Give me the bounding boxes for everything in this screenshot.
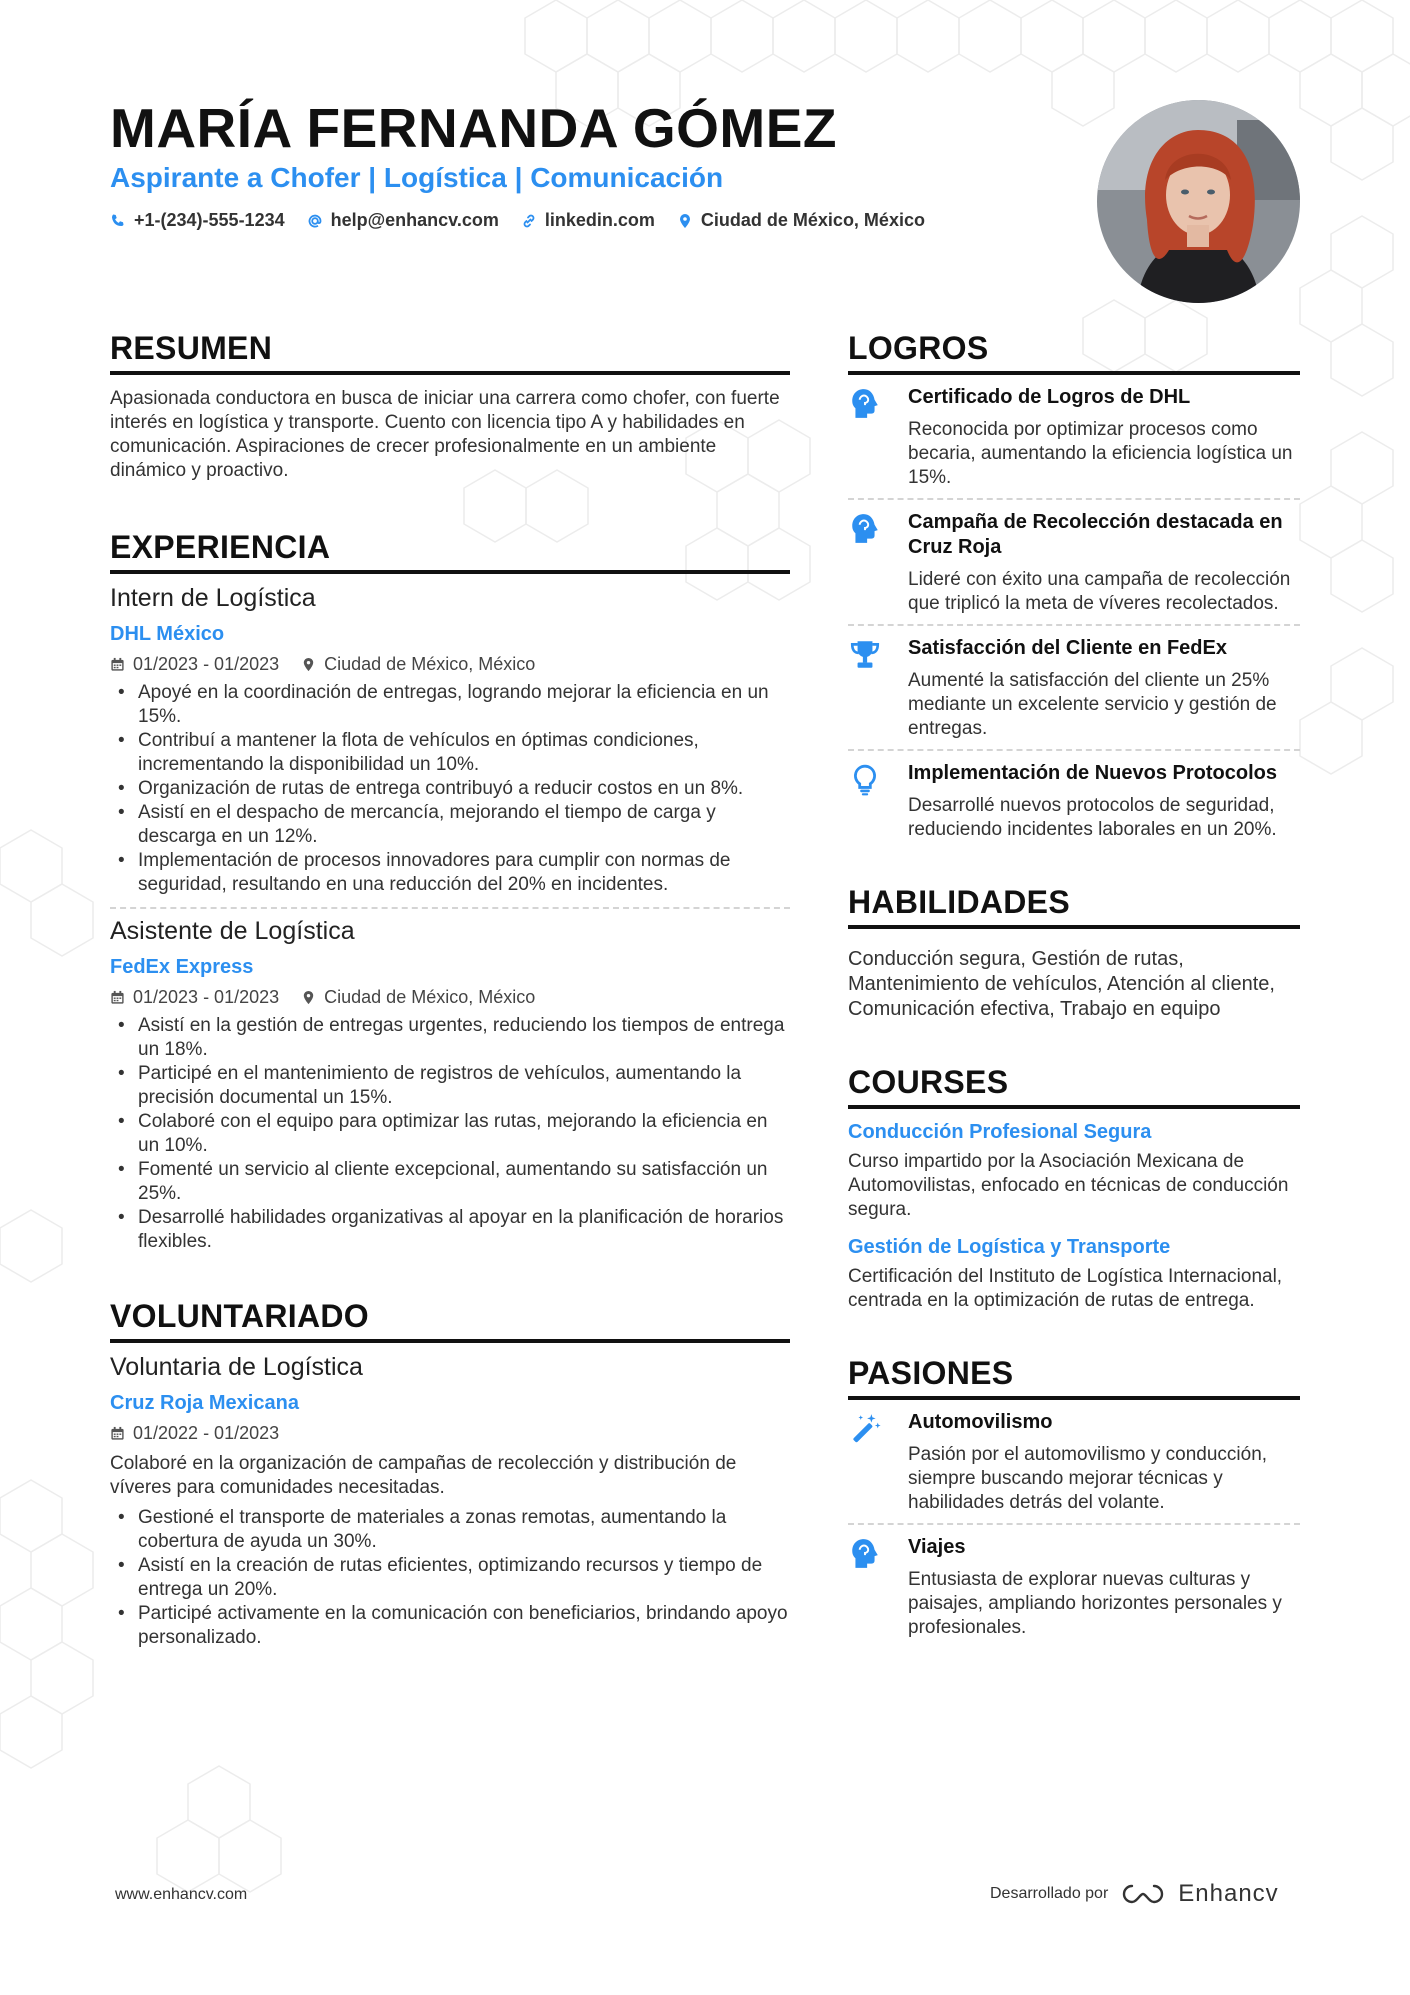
achievement-desc: Aumenté la satisfacción del cliente un 25% mediante un excelente servicio y gestión de entregas. <box>908 670 1277 739</box>
achievement-title: Satisfacción del Cliente en FedEx <box>908 637 1227 659</box>
phone-icon <box>110 213 126 229</box>
contact-location <box>677 210 925 231</box>
linkedin-text: linkedin.com <box>544 210 655 230</box>
job-entry <box>110 917 790 1254</box>
courses-heading: COURSES <box>848 1064 1300 1109</box>
volunteer-org[interactable]: Cruz Roja Mexicana <box>110 1392 299 1414</box>
job-dates <box>110 654 279 675</box>
course-title[interactable]: Conducción Profesional Segura <box>848 1121 1152 1143</box>
job-title: Intern de Logística <box>110 584 316 612</box>
job-location <box>301 654 535 675</box>
passions-section <box>848 1355 1300 1648</box>
achievement-desc: Reconocida por optimizar procesos como becaria, aumentando la eficiencia logística un 15%. <box>908 419 1293 488</box>
course-item <box>848 1121 1300 1222</box>
volunteer-meta <box>110 1423 790 1444</box>
achievement-icon-wrap <box>848 761 894 842</box>
magic-wand-icon <box>848 1412 882 1446</box>
course-title[interactable]: Gestión de Logística y Transporte <box>848 1236 1171 1258</box>
job-dates-text: 01/2023 - 01/2023 <box>133 654 280 674</box>
job-title: Asistente de Logística <box>110 917 355 945</box>
list-item: • Organización de rutas de entrega contribuyó a reducir costos en un 8%. <box>110 777 790 801</box>
list-item: • Participé activamente en la comunicación con beneficiarios, brindando apoyo personalizado. <box>110 1602 790 1650</box>
skills-heading: HABILIDADES <box>848 884 1300 929</box>
divider <box>110 907 790 909</box>
achievement-icon-wrap <box>848 636 894 741</box>
achievement-item <box>848 626 1300 749</box>
achievement-icon-wrap <box>848 510 894 616</box>
contact-email[interactable] <box>307 210 499 231</box>
experience-heading: EXPERIENCIA <box>110 529 790 574</box>
list-item: • Desarrollé habilidades organizativas al apoyar en la planificación de horarios flexibles. <box>110 1206 790 1254</box>
job-meta <box>110 654 790 675</box>
candidate-name: MARÍA FERNANDA GÓMEZ <box>110 97 837 159</box>
volunteer-role: Voluntaria de Logística <box>110 1353 363 1381</box>
powered-by-text: Desarrollado por <box>990 1885 1109 1902</box>
passion-icon-wrap <box>848 1410 894 1515</box>
calendar-icon <box>110 1426 125 1441</box>
achievements-section <box>848 330 1300 850</box>
passion-desc: Pasión por el automovilismo y conducción, siempre buscando mejorar técnicas y habilidades detrás del volante. <box>908 1444 1268 1513</box>
lightbulb-icon <box>848 763 882 797</box>
phone-text: +1-(234)-555-1234 <box>134 210 285 230</box>
course-item <box>848 1236 1300 1313</box>
achievement-title: Implementación de Nuevos Protocolos <box>908 762 1277 784</box>
contact-linkedin[interactable] <box>521 210 655 231</box>
list-item: • Colaboré con el equipo para optimizar las rutas, mejorando la eficiencia en un 10%. <box>110 1110 790 1158</box>
email-text: help@enhancv.com <box>330 210 499 230</box>
skills-section <box>848 884 1300 1022</box>
job-entry <box>110 584 790 897</box>
job-company[interactable]: FedEx Express <box>110 956 254 978</box>
passion-desc: Entusiasta de explorar nuevas culturas y paisajes, ampliando horizontes personales y profesionales. <box>908 1569 1282 1638</box>
job-location-text: Ciudad de México, México <box>324 987 536 1007</box>
passions-heading: PASIONES <box>848 1355 1300 1400</box>
head-icon <box>848 387 882 421</box>
volunteer-intro: Colaboré en la organización de campañas de recolección y distribución de víveres para comunidades necesitadas. <box>110 1453 737 1498</box>
list-item: • Fomenté un servicio al cliente excepcional, aumentando su satisfacción un 25%. <box>110 1158 790 1206</box>
passion-title: Automovilismo <box>908 1411 1053 1433</box>
footer-branding <box>990 1880 1279 1908</box>
job-bullets <box>110 1014 790 1254</box>
job-dates-text: 01/2023 - 01/2023 <box>133 987 280 1007</box>
trophy-icon <box>848 638 882 672</box>
achievements-heading: LOGROS <box>848 330 1300 375</box>
list-item: • Implementación de procesos innovadores para cumplir con normas de seguridad, resultando en una reducción del 20% en incidentes. <box>110 849 790 897</box>
passion-icon-wrap <box>848 1535 894 1640</box>
achievement-item <box>848 375 1300 498</box>
calendar-icon <box>110 657 125 672</box>
head-icon <box>848 512 882 546</box>
list-item: • Gestioné el transporte de materiales a zonas remotas, aumentando la cobertura de ayuda un 30%. <box>110 1506 790 1554</box>
passion-item <box>848 1400 1300 1523</box>
brand-name[interactable]: Enhancv <box>1178 1880 1279 1907</box>
achievement-item <box>848 500 1300 624</box>
list-item: • Asistí en el despacho de mercancía, mejorando el tiempo de carga y descarga en un 12%. <box>110 801 790 849</box>
left-column <box>110 330 790 1650</box>
volunteer-bullets <box>110 1506 790 1650</box>
job-company[interactable]: DHL México <box>110 623 225 645</box>
list-item: • Apoyé en la coordinación de entregas, logrando mejorar la eficiencia en un 15%. <box>110 681 790 729</box>
passion-title: Viajes <box>908 1536 966 1558</box>
passion-item <box>848 1525 1300 1648</box>
volunteer-heading: VOLUNTARIADO <box>110 1298 790 1343</box>
volunteer-dates <box>110 1423 279 1444</box>
right-column <box>848 330 1300 1648</box>
job-location-text: Ciudad de México, México <box>324 654 536 674</box>
skills-text: Conducción segura, Gestión de rutas, Mantenimiento de vehículos, Atención al cliente, Comunicación efectiva, Trabajo en equipo <box>848 948 1275 1020</box>
job-location <box>301 987 535 1008</box>
achievement-desc: Lideré con éxito una campaña de recolección que triplicó la meta de víveres recolectados. <box>908 569 1291 614</box>
job-dates <box>110 987 279 1008</box>
courses-section <box>848 1064 1300 1313</box>
map-pin-icon <box>301 657 316 672</box>
list-item: • Participé en el mantenimiento de registros de vehículos, aumentando la precisión documental un 15%. <box>110 1062 790 1110</box>
volunteer-dates-text: 01/2022 - 01/2023 <box>133 1423 280 1443</box>
contact-bar <box>110 210 925 231</box>
achievement-desc: Desarrollé nuevos protocolos de seguridad, reduciendo incidentes laborales en un 20%. <box>908 795 1277 840</box>
list-item: • Asistí en la creación de rutas eficientes, optimizando recursos y tiempo de entrega un 20%. <box>110 1554 790 1602</box>
list-item: • Asistí en la gestión de entregas urgentes, reduciendo los tiempos de entrega un 18%. <box>110 1014 790 1062</box>
job-bullets <box>110 681 790 897</box>
enhancv-logo-icon <box>1120 1882 1166 1906</box>
calendar-icon <box>110 990 125 1005</box>
contact-phone[interactable] <box>110 210 285 231</box>
at-sign-icon <box>307 213 323 229</box>
job-meta <box>110 987 790 1008</box>
link-icon <box>521 213 537 229</box>
volunteer-section <box>110 1298 790 1650</box>
head-icon <box>848 1537 882 1571</box>
summary-text: Apasionada conductora en busca de iniciar una carrera como chofer, con fuerte interés en logística y transporte. Cuento con licencia tipo A y habilidades en comunicación. Aspiraciones de crecer profesionalmente en un ambiente dinámico y proactivo. <box>110 388 780 481</box>
summary-heading: RESUMEN <box>110 330 790 375</box>
experience-section <box>110 529 790 1254</box>
footer-website[interactable]: www.enhancv.com <box>115 1886 248 1903</box>
location-text: Ciudad de México, México <box>700 210 925 230</box>
map-pin-icon <box>301 990 316 1005</box>
map-pin-icon <box>677 213 693 229</box>
profile-photo-illustration <box>1097 100 1300 303</box>
list-item: • Contribuí a mantener la flota de vehículos en óptimas condiciones, incrementando la disponibilidad un 10%. <box>110 729 790 777</box>
course-desc: Curso impartido por la Asociación Mexicana de Automovilistas, enfocado en técnicas de conducción segura. <box>848 1151 1289 1220</box>
course-desc: Certificación del Instituto de Logística Internacional, centrada en la optimización de rutas de entrega. <box>848 1266 1283 1311</box>
candidate-headline: Aspirante a Chofer | Logística | Comunicación <box>110 162 724 193</box>
achievement-title: Campaña de Recolección destacada en Cruz Roja <box>908 511 1283 558</box>
achievement-icon-wrap <box>848 385 894 490</box>
profile-photo <box>1097 100 1300 303</box>
achievement-item <box>848 751 1300 850</box>
summary-section <box>110 330 790 483</box>
achievement-title: Certificado de Logros de DHL <box>908 386 1191 408</box>
